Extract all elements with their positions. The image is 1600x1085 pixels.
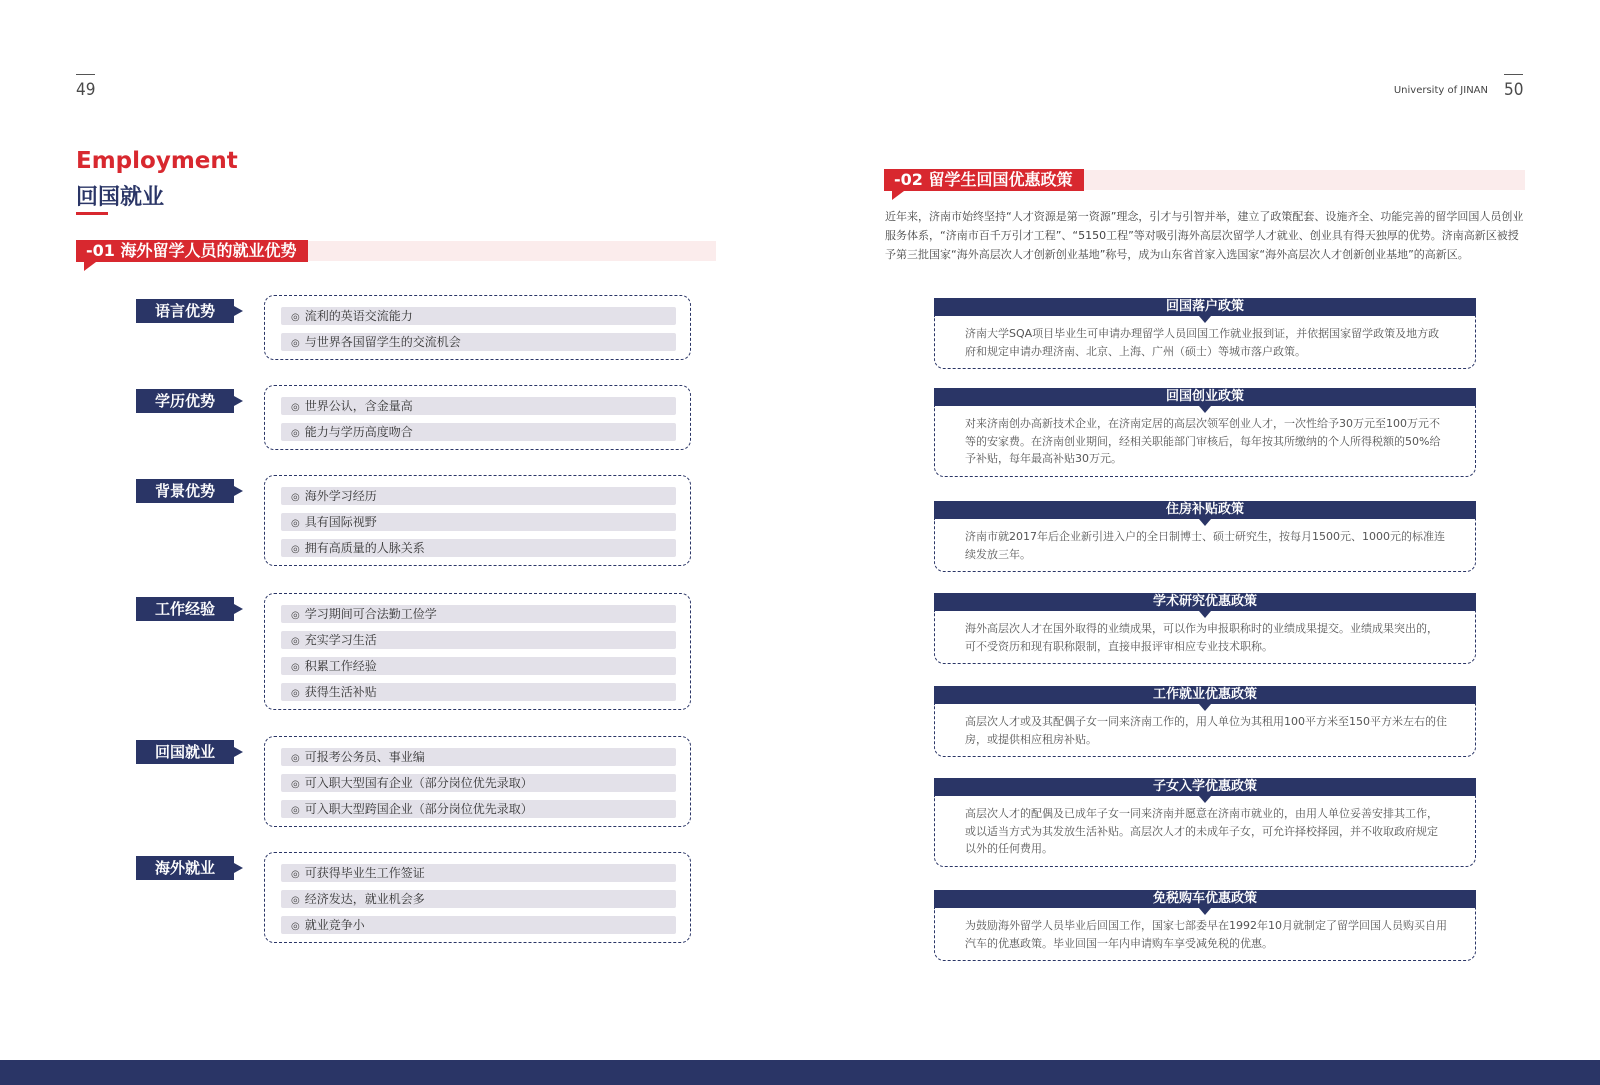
policy-text: 济南市就2017年后企业新引进入户的全日制博士、硕士研究生，按每月1500元、1000元的标准连续发放三年。 [934, 519, 1476, 572]
policy-card [934, 686, 1476, 757]
bullet-icon: ◎ [291, 428, 300, 439]
advantage-box [264, 295, 691, 360]
advantage-item-text: 流利的英语交流能力 [304, 309, 413, 323]
bullet-icon: ◎ [291, 869, 300, 880]
advantage-item [281, 539, 676, 557]
policy-title: 学术研究优惠政策 [934, 593, 1476, 611]
bullet-icon: ◎ [291, 921, 300, 932]
policy-text: 济南大学SQA项目毕业生可申请办理留学人员回国工作就业报到证，并依据国家留学政策及地方政府和规定申请办理济南、北京、上海、广州（硕士）等城市落户政策。 [934, 316, 1476, 369]
advantage-item [281, 307, 676, 325]
advantage-item-text: 世界公认，含金量高 [304, 399, 413, 413]
policy-card [934, 388, 1476, 477]
bullet-icon: ◎ [291, 636, 300, 647]
policy-title: 工作就业优惠政策 [934, 686, 1476, 704]
policy-card [934, 593, 1476, 664]
advantage-box [264, 385, 691, 450]
policy-title: 回国落户政策 [934, 298, 1476, 316]
advantage-tag: 背景优势 [136, 479, 234, 503]
advantage-item [281, 683, 676, 701]
policy-text: 为鼓励海外留学人员毕业后回国工作，国家七部委早在1992年10月就制定了留学回国人员购买自用汽车的优惠政策。毕业回国一年内申请购车享受减免税的优惠。 [934, 908, 1476, 961]
policy-card [934, 890, 1476, 961]
advantage-item-text: 海外学习经历 [304, 489, 377, 503]
policy-card [934, 501, 1476, 572]
advantage-item-text: 充实学习生活 [304, 633, 377, 647]
advantage-box [264, 852, 691, 943]
bullet-icon: ◎ [291, 312, 300, 323]
policy-text: 对来济南创办高新技术企业，在济南定居的高层次领军创业人才，一次性给予30万元至100万元不等的安家费。在济南创业期间，经相关职能部门审核后，每年按其所缴纳的个人所得税额的50%给予补贴，每年最高补贴30万元。 [934, 406, 1476, 477]
title-underline [76, 212, 108, 215]
bullet-icon: ◎ [291, 779, 300, 790]
advantage-box [264, 736, 691, 827]
bullet-icon: ◎ [291, 544, 300, 555]
policy-card [934, 298, 1476, 369]
page-number-right: 50 [1504, 74, 1523, 99]
advantage-item-text: 可获得毕业生工作签证 [304, 866, 425, 880]
section-02-tail [892, 191, 904, 200]
advantage-tag: 工作经验 [136, 597, 234, 621]
advantage-item [281, 774, 676, 792]
policy-title: 住房补贴政策 [934, 501, 1476, 519]
advantage-tag: 语言优势 [136, 299, 234, 323]
bullet-icon: ◎ [291, 518, 300, 529]
advantage-item [281, 423, 676, 441]
advantage-item [281, 605, 676, 623]
bullet-icon: ◎ [291, 402, 300, 413]
policy-text: 海外高层次人才在国外取得的业绩成果，可以作为申报职称时的业绩成果提交。业绩成果突出的，可不受资历和现有职称限制，直接申报评审相应专业技术职称。 [934, 611, 1476, 664]
advantage-item-text: 可报考公务员、事业编 [304, 750, 425, 764]
advantage-item-text: 就业竞争小 [304, 918, 365, 932]
advantage-item [281, 657, 676, 675]
advantage-item-text: 经济发达，就业机会多 [304, 892, 425, 906]
bullet-icon: ◎ [291, 662, 300, 673]
advantage-item-text: 可入职大型国有企业（部分岗位优先录取） [304, 776, 533, 790]
advantage-item [281, 800, 676, 818]
policy-text: 高层次人才的配偶及已成年子女一同来济南并愿意在济南市就业的，由用人单位妥善安排其工作，或以适当方式为其发放生活补贴。高层次人才的未成年子女，可允许择校择园，并不收取政府规定以外的任何费用。 [934, 796, 1476, 867]
policy-card [934, 778, 1476, 867]
policy-title: 回国创业政策 [934, 388, 1476, 406]
bullet-icon: ◎ [291, 610, 300, 621]
policy-title: 免税购车优惠政策 [934, 890, 1476, 908]
advantage-item [281, 864, 676, 882]
section-02-label: -02 留学生回国优惠政策 [884, 169, 1084, 191]
advantage-item-text: 具有国际视野 [304, 515, 377, 529]
advantage-item-text: 能力与学历高度吻合 [304, 425, 413, 439]
advantage-item [281, 631, 676, 649]
advantage-item-text: 学习期间可合法勤工俭学 [304, 607, 437, 621]
advantage-item [281, 397, 676, 415]
advantage-item-text: 获得生活补贴 [304, 685, 377, 699]
university-name: University of JINAN [1393, 85, 1488, 96]
advantage-item [281, 513, 676, 531]
advantage-tag: 回国就业 [136, 740, 234, 764]
advantage-item-text: 与世界各国留学生的交流机会 [304, 335, 461, 349]
advantage-tag: 海外就业 [136, 856, 234, 880]
bullet-icon: ◎ [291, 338, 300, 349]
bullet-icon: ◎ [291, 895, 300, 906]
advantage-tag: 学历优势 [136, 389, 234, 413]
bullet-icon: ◎ [291, 805, 300, 816]
page-title-en: Employment [76, 148, 238, 174]
policy-text: 高层次人才或及其配偶子女一同来济南工作的，用人单位为其租用100平方米至150平方米左右的住房，或提供相应租房补贴。 [934, 704, 1476, 757]
section-01-label: -01 海外留学人员的就业优势 [76, 240, 308, 262]
bullet-icon: ◎ [291, 753, 300, 764]
advantage-item [281, 333, 676, 351]
advantage-item-text: 可入职大型跨国企业（部分岗位优先录取） [304, 802, 533, 816]
advantage-item [281, 487, 676, 505]
advantage-box [264, 593, 691, 710]
advantage-item [281, 916, 676, 934]
bullet-icon: ◎ [291, 688, 300, 699]
advantage-item-text: 拥有高质量的人脉关系 [304, 541, 425, 555]
policy-title: 子女入学优惠政策 [934, 778, 1476, 796]
advantage-item [281, 890, 676, 908]
advantage-box [264, 475, 691, 566]
section-01-tail [84, 262, 96, 271]
footer-band [0, 1060, 1600, 1085]
page-title-cn: 回国就业 [76, 185, 165, 210]
advantage-item [281, 748, 676, 766]
page-number-left: 49 [76, 74, 95, 99]
advantage-item-text: 积累工作经验 [304, 659, 377, 673]
intro-paragraph: 近年来，济南市始终坚持“人才资源是第一资源”理念，引才与引智并举，建立了政策配套、设施齐全、功能完善的留学回国人员创业服务体系，“济南市百千万引才工程”、“5150工程”等对吸引海外高层次留学人才就业、创业具有得天独厚的优势。济南高新区被授予第三批国家“海外高层次人才创新创业基地”称号，成为山东省首家入选国家“海外高层次人才创新创业基地”的高新区。 [885, 210, 1524, 261]
bullet-icon: ◎ [291, 492, 300, 503]
